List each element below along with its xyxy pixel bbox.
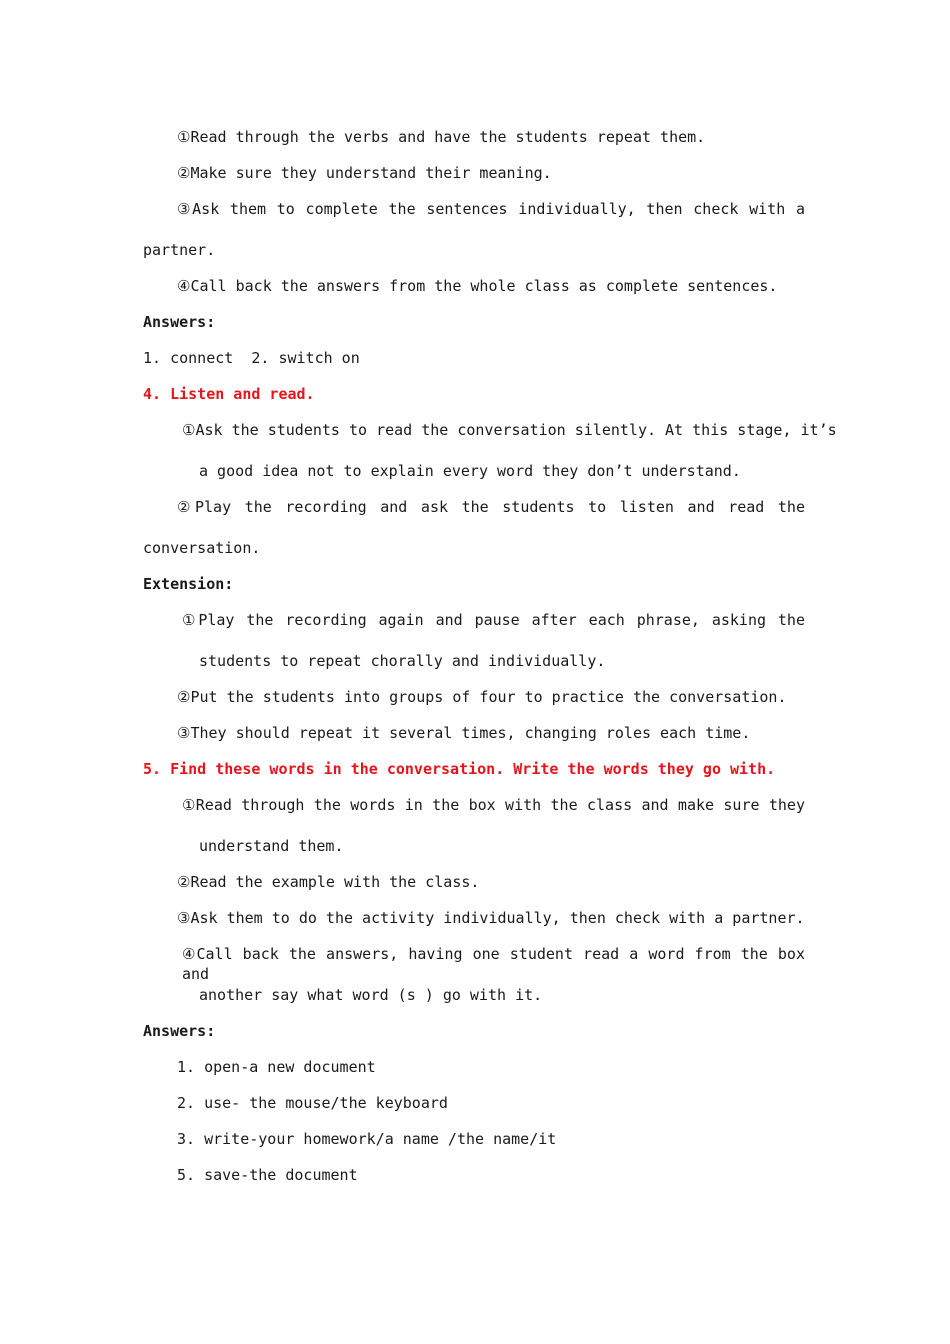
section-4-step-1-line-2: a good idea not to explain every word they don’t understand. bbox=[199, 462, 741, 480]
extension-heading: Extension: bbox=[143, 575, 234, 593]
intro-step-3-line-1: ③Ask them to complete the sentences individually, then check with a bbox=[177, 200, 805, 218]
extension-step-2: ②Put the students into groups of four to practice the conversation. bbox=[177, 688, 787, 706]
answers-heading-2: Answers: bbox=[143, 1022, 216, 1040]
extension-step-1-line-2: students to repeat chorally and individually. bbox=[199, 652, 606, 670]
extension-step-1-line-1: ①Play the recording again and pause after each phrase, asking the bbox=[182, 611, 805, 629]
section-5-step-3: ③Ask them to do the activity individually, then check with a partner. bbox=[177, 909, 805, 927]
answer-item: 1. open-a new document bbox=[177, 1058, 376, 1076]
answer-item: 3. write-your homework/a name /the name/it bbox=[177, 1130, 557, 1148]
section-5-step-1-line-1: ①Read through the words in the box with the class and make sure they bbox=[182, 796, 805, 814]
section-4-step-2-line-1: ②Play the recording and ask the students to listen and read the bbox=[177, 498, 805, 516]
answers-text-1: 1. connect 2. switch on bbox=[143, 349, 360, 367]
intro-step-3-line-2: partner. bbox=[143, 241, 216, 259]
answer-item: 5. save-the document bbox=[177, 1166, 358, 1184]
section-5-step-4-line-1: ④Call back the answers, having one student read a word from the box and bbox=[182, 945, 805, 983]
section-5-step-1-line-2: understand them. bbox=[199, 837, 344, 855]
section-4-heading: 4. Listen and read. bbox=[143, 385, 315, 403]
intro-step-4: ④Call back the answers from the whole class as complete sentences. bbox=[177, 277, 778, 295]
section-5-step-4-line-2: another say what word (s ) go with it. bbox=[199, 986, 543, 1004]
section-5-heading: 5. Find these words in the conversation. Write the words they go with. bbox=[143, 760, 776, 778]
section-4-step-2-line-2: conversation. bbox=[143, 539, 261, 557]
section-4-step-1-line-1: ①Ask the students to read the conversation silently. At this stage, it’s bbox=[182, 421, 837, 439]
intro-step-2: ②Make sure they understand their meaning. bbox=[177, 164, 552, 182]
answers-heading-1: Answers: bbox=[143, 313, 216, 331]
answer-item: 2. use- the mouse/the keyboard bbox=[177, 1094, 448, 1112]
extension-step-3: ③They should repeat it several times, changing roles each time. bbox=[177, 724, 751, 742]
section-5-step-2: ②Read the example with the class. bbox=[177, 873, 480, 891]
intro-step-1: ①Read through the verbs and have the students repeat them. bbox=[177, 128, 706, 146]
